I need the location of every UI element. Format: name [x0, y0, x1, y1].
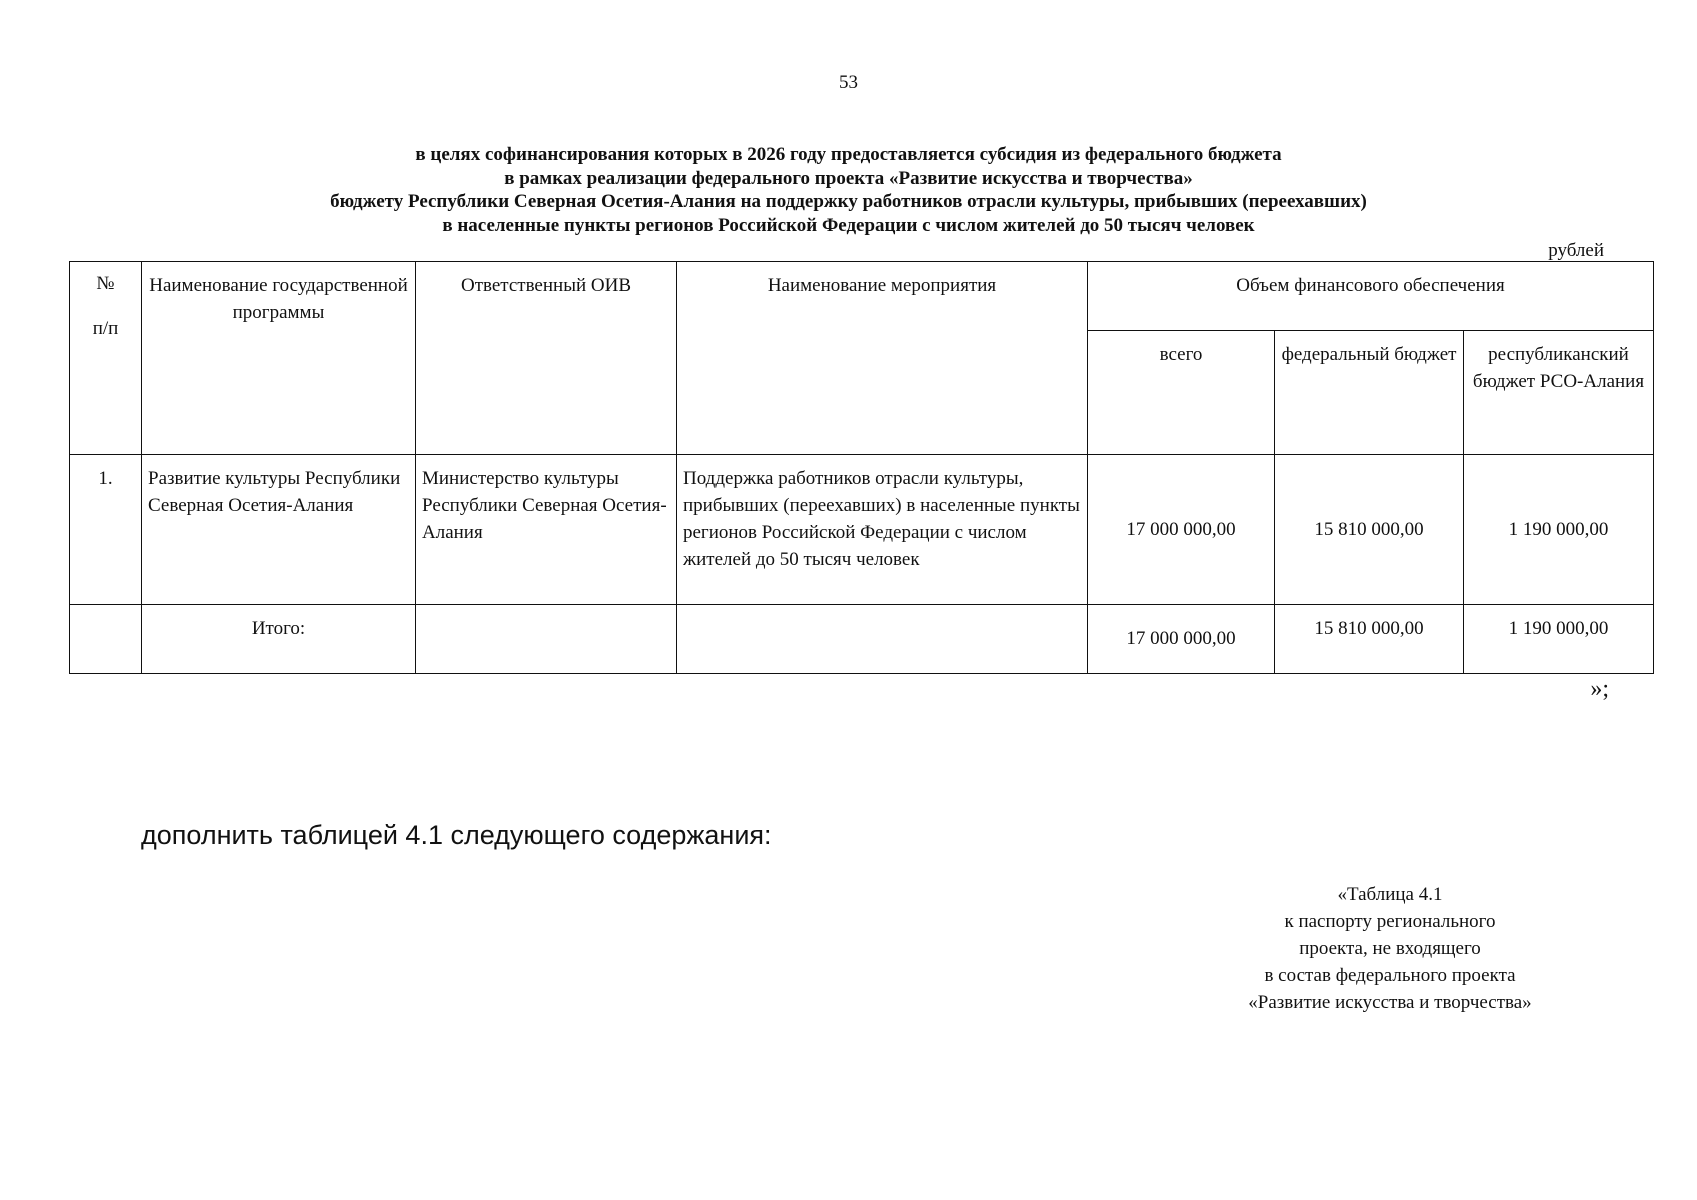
annex-line: проекта, не входящего — [1299, 938, 1481, 959]
header-number-symbol: № — [96, 273, 115, 294]
footer-republic: 1 190 000,00 — [1464, 605, 1654, 674]
cell-event: Поддержка работников отрасли культуры, прибывших (переехавших) в населенные пункты регионов Российской Федерации с числом жителей до 50 тысяч человек — [677, 455, 1088, 605]
cell-oiv: Министерство культуры Республики Северная Осетия-Алания — [416, 455, 677, 605]
header-funding: Объем финансового обеспечения — [1088, 262, 1654, 331]
footer-empty-cell — [416, 605, 677, 674]
cell-number: 1. — [70, 455, 142, 605]
heading-line: бюджету Республики Северная Осетия-Алания на поддержку работников отрасли культуры, прибывших (переехавших) — [330, 191, 1367, 212]
annex-block — [1190, 881, 1590, 1016]
document-heading — [0, 143, 1697, 237]
header-number — [70, 262, 142, 455]
header-number-abbr: п/п — [92, 318, 119, 339]
cell-republic: 1 190 000,00 — [1464, 455, 1654, 605]
cell-total: 17 000 000,00 — [1088, 455, 1275, 605]
cell-program: Развитие культуры Республики Северная Осетия-Алания — [142, 455, 416, 605]
annex-line: «Развитие искусства и творчества» — [1248, 992, 1532, 1013]
heading-line: в населенные пункты регионов Российской Федерации с числом жителей до 50 тысяч человек — [442, 214, 1255, 236]
table-footer-row — [70, 605, 1654, 674]
header-federal: федеральный бюджет — [1275, 331, 1464, 455]
cell-federal: 15 810 000,00 — [1275, 455, 1464, 605]
footer-empty-cell — [677, 605, 1088, 674]
funding-table — [69, 261, 1654, 674]
table-header-row — [70, 262, 1654, 331]
page-number: 53 — [839, 72, 858, 93]
annex-line: в состав федерального проекта — [1264, 965, 1516, 986]
footer-label: Итого: — [142, 605, 416, 674]
heading-line: в рамках реализации федерального проекта «Развитие искусства и творчества» — [504, 167, 1193, 189]
table-row — [70, 455, 1654, 605]
heading-line: в целях софинансирования которых в 2026 году предоставляется субсидия из федерального бюджета — [415, 144, 1282, 165]
footer-federal: 15 810 000,00 — [1275, 605, 1464, 674]
annex-line: к паспорту регионального — [1284, 911, 1496, 932]
instruction-text: дополнить таблицей 4.1 следующего содержания: — [141, 820, 772, 850]
footer-empty-cell — [70, 605, 142, 674]
annex-line: «Таблица 4.1 — [1337, 884, 1443, 905]
footer-total: 17 000 000,00 — [1088, 605, 1275, 674]
header-oiv: Ответственный ОИВ — [416, 262, 677, 455]
header-program: Наименование государственной программы — [142, 262, 416, 455]
units-label: рублей — [1548, 240, 1604, 261]
header-republic: республиканский бюджет РСО-Алания — [1464, 331, 1654, 455]
header-total: всего — [1088, 331, 1275, 455]
closing-quote: »; — [1590, 676, 1609, 702]
header-event: Наименование мероприятия — [677, 262, 1088, 455]
